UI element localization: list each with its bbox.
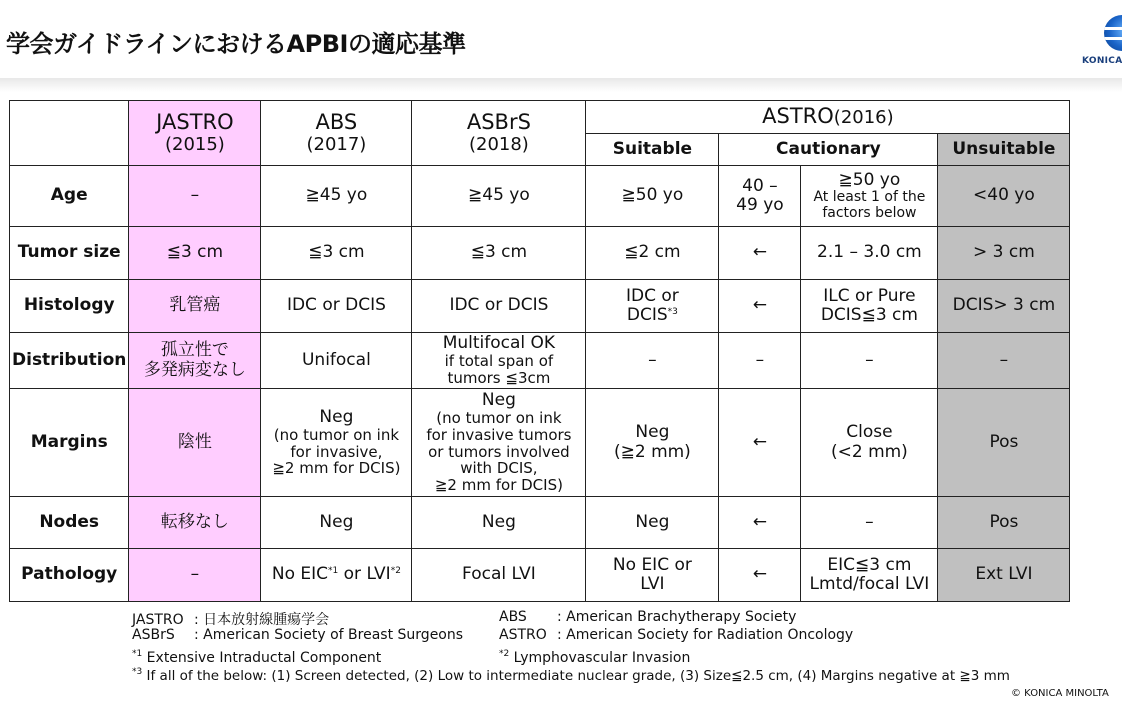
cell-nodes-asbrs: Neg — [412, 497, 586, 549]
col-header-astro — [586, 101, 1070, 134]
cell-tumor-abs: ≦3 cm — [261, 227, 412, 280]
cell-nodes-suitable: Neg — [586, 497, 719, 549]
footnote-2-mark: *2 — [499, 649, 510, 659]
cell-pathology-unsuitable: Ext LVI — [938, 549, 1070, 602]
copyright: © KONICA MINOLTA — [1011, 688, 1109, 699]
cell-histology-asbrs: IDC or DCIS — [412, 280, 586, 333]
footnote-3-text: If all of the below: (1) Screen detected, (2) Low to intermediate nuclear grade, (3) Size≦2.5 cm, (4) Margins negative at ≧3 mm — [142, 668, 1010, 684]
cell-nodes-cautionary-b: – — [801, 497, 938, 549]
histology-caut-b-line2: DCIS≦3 cm — [820, 305, 918, 325]
margins-asbrs-line1: Neg — [481, 389, 516, 410]
cell-histology-abs: IDC or DCIS — [261, 280, 412, 333]
histology-suitable-line1: IDC or — [626, 285, 679, 306]
margins-suitable-line2: (≧2 mm) — [613, 441, 691, 462]
legend-jastro — [132, 609, 329, 629]
row-label-nodes: Nodes — [10, 497, 129, 549]
histology-caut-b-line1: ILC or Pure — [823, 285, 916, 306]
row-histology — [10, 280, 1070, 333]
row-label-pathology: Pathology — [10, 549, 129, 602]
legend-astro — [499, 627, 853, 643]
cell-distribution-asbrs — [412, 333, 586, 389]
footnote-1-mark: *1 — [132, 649, 143, 659]
jastro-year: (2015) — [164, 133, 225, 155]
age-caut-b-line2: At least 1 of the — [813, 188, 926, 205]
cell-margins-asbrs — [412, 389, 586, 497]
margins-suitable-line1: Neg — [635, 422, 670, 443]
margins-caut-b-line1: Close — [846, 422, 893, 443]
cell-age-abs: ≧45 yo — [261, 166, 412, 227]
cell-histology-suitable — [586, 280, 719, 333]
footnote-2-text: Lymphovascular Invasion — [509, 650, 691, 666]
astro-year: (2016) — [833, 107, 894, 129]
pathology-caut-b-line2: Lmtd/focal LVI — [809, 574, 930, 594]
cell-age-suitable: ≧50 yo — [586, 166, 719, 227]
age-caut-b-line1: ≧50 yo — [838, 169, 901, 190]
margins-abs-line4: ≧2 mm for DCIS) — [272, 459, 401, 478]
cell-pathology-abs — [261, 549, 412, 602]
age-caut-a-line1: 40 – — [742, 175, 778, 196]
col-header-abs — [261, 101, 412, 166]
cell-margins-abs — [261, 389, 412, 497]
page-title: 学会ガイドラインにおけるAPBIの適応基準 — [6, 30, 466, 58]
row-margins — [10, 389, 1070, 497]
legend-abs-def: : American Brachytherapy Society — [557, 609, 797, 625]
col-header-suitable: Suitable — [586, 134, 719, 166]
footnote-ref-2: *2 — [390, 566, 401, 577]
cell-nodes-unsuitable: Pos — [938, 497, 1070, 549]
cell-distribution-unsuitable: – — [938, 333, 1070, 389]
jastro-name: JASTRO — [156, 110, 234, 135]
margins-asbrs-line5: with DCIS, — [460, 459, 538, 478]
cell-margins-suitable — [586, 389, 719, 497]
cell-histology-cautionary-b — [801, 280, 938, 333]
cell-tumor-asbrs: ≦3 cm — [412, 227, 586, 280]
cell-nodes-jastro: 転移なし — [129, 497, 261, 549]
footnote-1 — [132, 650, 381, 666]
cell-age-asbrs: ≧45 yo — [412, 166, 586, 227]
cell-distribution-jastro — [129, 333, 261, 389]
footnote-2 — [499, 650, 690, 666]
pathology-suitable-line2: LVI — [640, 574, 665, 594]
cell-distribution-abs: Unifocal — [261, 333, 412, 389]
row-label-age: Age — [10, 166, 129, 227]
row-pathology — [10, 549, 1070, 602]
header-bar — [0, 0, 1122, 80]
margins-asbrs-line4: or tumors involved — [428, 442, 570, 461]
cell-tumor-cautionary-b: 2.1 – 3.0 cm — [801, 227, 938, 280]
cell-margins-cautionary-a: ← — [719, 389, 801, 497]
cell-margins-unsuitable: Pos — [938, 389, 1070, 497]
legend-asbrs-abbr: ASBrS — [132, 627, 175, 643]
legend-abs-abbr: ABS — [499, 609, 527, 625]
corner-cell — [10, 101, 129, 166]
distribution-asbrs-line3: tumors ≦3cm — [447, 369, 551, 388]
margins-abs-line2: (no tumor on ink — [273, 425, 400, 444]
footnote-ref-3: *3 — [667, 307, 678, 317]
legend-abs — [499, 609, 796, 625]
cell-pathology-cautionary-a: ← — [719, 549, 801, 602]
cell-tumor-cautionary-a: ← — [719, 227, 801, 280]
col-header-jastro — [129, 101, 261, 166]
cell-pathology-suitable — [586, 549, 719, 602]
distribution-jastro-line2: 多発病変なし — [143, 359, 246, 380]
cell-pathology-asbrs: Focal LVI — [412, 549, 586, 602]
margins-abs-line1: Neg — [319, 406, 354, 427]
cell-age-cautionary-b — [801, 166, 938, 227]
cell-histology-unsuitable: DCIS> 3 cm — [938, 280, 1070, 333]
konica-minolta-globe-icon — [1104, 15, 1122, 51]
row-nodes — [10, 497, 1070, 549]
pathology-suitable-line1: No EIC or — [612, 554, 692, 575]
cell-pathology-cautionary-b — [801, 549, 938, 602]
legend-astro-abbr: ASTRO — [499, 627, 547, 643]
footnote-ref-1: *1 — [328, 566, 339, 577]
age-caut-a-line2: 49 yo — [736, 195, 784, 215]
cell-tumor-unsuitable: > 3 cm — [938, 227, 1070, 280]
pathology-abs-lvi: or LVI — [338, 564, 391, 585]
cell-nodes-abs: Neg — [261, 497, 412, 549]
pathology-abs-eic: No EIC — [271, 564, 329, 585]
pathology-caut-b-line1: EIC≦3 cm — [827, 554, 912, 575]
legend-jastro-abbr: JASTRO — [132, 612, 184, 628]
row-tumor-size — [10, 227, 1070, 280]
header-divider — [0, 78, 1122, 92]
abs-name: ABS — [315, 110, 358, 135]
footnote-3-mark: *3 — [132, 667, 143, 677]
margins-asbrs-line2: (no tumor on ink — [436, 409, 562, 428]
cell-margins-jastro: 陰性 — [129, 389, 261, 497]
cell-distribution-cautionary-b: – — [801, 333, 938, 389]
astro-name: ASTRO — [762, 104, 834, 129]
cell-histology-cautionary-a: ← — [719, 280, 801, 333]
legend-asbrs-def: : American Society of Breast Surgeons — [194, 627, 464, 643]
cell-age-unsuitable: <40 yo — [938, 166, 1070, 227]
distribution-asbrs-line1: Multifocal OK — [442, 333, 556, 354]
row-distribution — [10, 333, 1070, 389]
cell-distribution-suitable: – — [586, 333, 719, 389]
col-header-cautionary: Cautionary — [719, 134, 938, 166]
row-age — [10, 166, 1070, 227]
col-header-asbrs — [412, 101, 586, 166]
margins-asbrs-line3: for invasive tumors — [426, 425, 572, 444]
cell-tumor-suitable: ≦2 cm — [586, 227, 719, 280]
cell-histology-jastro: 乳管癌 — [129, 280, 261, 333]
cell-age-cautionary-a — [719, 166, 801, 227]
abs-year: (2017) — [306, 133, 367, 155]
footnote-3 — [132, 668, 1010, 684]
row-label-distribution: Distribution — [10, 333, 129, 389]
row-label-histology: Histology — [10, 280, 129, 333]
cell-distribution-cautionary-a: – — [719, 333, 801, 389]
logo-text: KONICA — [1082, 56, 1122, 66]
age-caut-b-line3: factors below — [822, 204, 917, 221]
header-row-1 — [10, 101, 1070, 134]
row-label-margins: Margins — [10, 389, 129, 497]
margins-abs-line3: for invasive, — [290, 442, 383, 461]
cell-tumor-jastro: ≦3 cm — [129, 227, 261, 280]
col-header-unsuitable: Unsuitable — [938, 134, 1070, 166]
cell-nodes-cautionary-a: ← — [719, 497, 801, 549]
margins-caut-b-line2: (<2 mm) — [830, 441, 908, 462]
asbrs-year: (2018) — [468, 133, 529, 155]
row-label-tumor-size: Tumor size — [10, 227, 129, 280]
asbrs-name: ASBrS — [466, 110, 531, 135]
legend-astro-def: : American Society for Radiation Oncology — [557, 627, 854, 643]
apbi-criteria-table — [9, 100, 1070, 602]
histology-suitable-line2: DCIS — [626, 305, 668, 325]
cell-margins-cautionary-b — [801, 389, 938, 497]
legend-jastro-def: : 日本放射線腫瘍学会 — [194, 612, 330, 628]
cell-pathology-jastro: – — [129, 549, 261, 602]
legend-asbrs — [132, 627, 463, 643]
distribution-asbrs-line2: if total span of — [444, 352, 554, 371]
margins-asbrs-line6: ≧2 mm for DCIS) — [434, 476, 563, 495]
distribution-jastro-line1: 孤立性で — [160, 340, 229, 361]
cell-age-jastro: – — [129, 166, 261, 227]
footnote-1-text: Extensive Intraductal Component — [142, 650, 382, 666]
